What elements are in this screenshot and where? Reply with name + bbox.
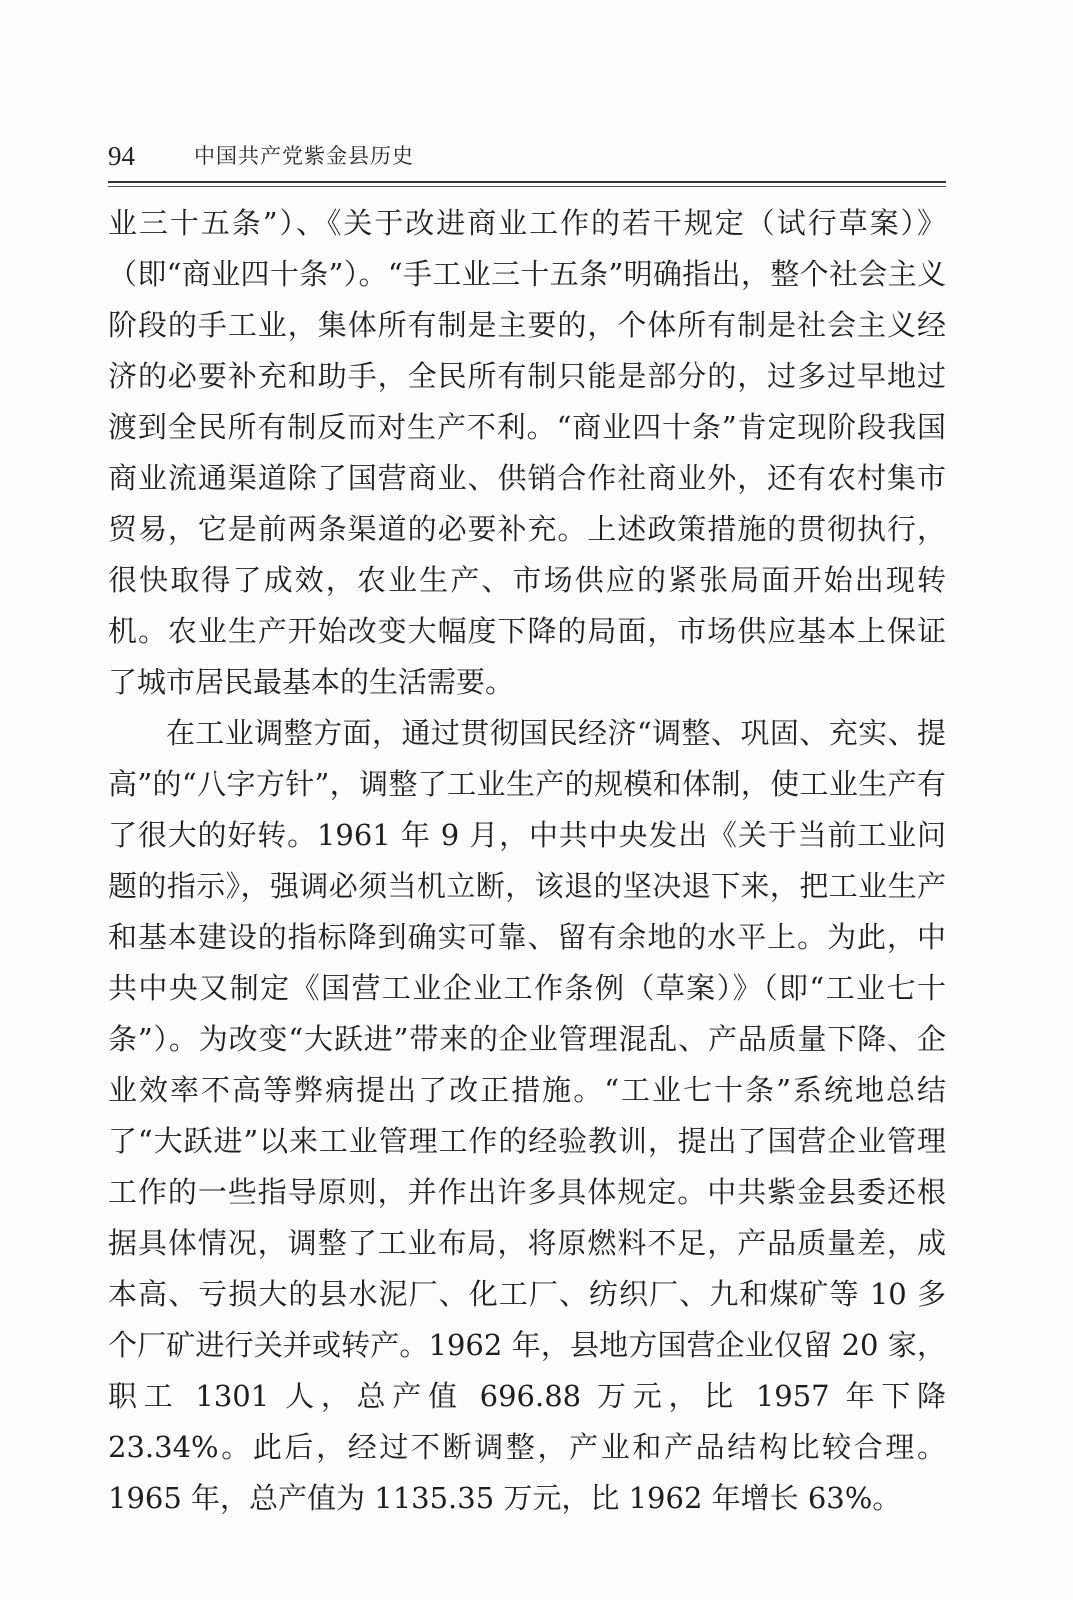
header-rule-thin xyxy=(108,186,946,187)
running-title: 中国共产党紫金县历史 xyxy=(194,144,414,168)
paragraph-continued: 业三十五条”）、《关于改进商业工作的若干规定（试行草案）》（即“商业四十条”）。“手工业三十五条”明确指出，整个社会主义阶段的手工业，集体所有制是主要的，个体所有制是社会主义经济的必要补充和助手，全民所有制只能是部分的，过多过早地过渡到全民所有制反而对生产不利。“商业四十条”肯定现阶段我国商业流通渠道除了国营商业、供销合作社商业外，还有农村集市贸易，它是前两条渠道的必要补充。上述政策措施的贯彻执行，很快取得了成效，农业生产、市场供应的紧张局面开始出现转机。农业生产开始改变大幅度下降的局面，市场供应基本上保证了城市居民最基本的生活需要。 xyxy=(108,206,946,699)
paragraph-industrial-adjustment: 在工业调整方面，通过贯彻国民经济“调整、巩固、充实、提高”的“八字方针”，调整了工业生产的规模和体制，使工业生产有了很大的好转。1961 年 9 月，中共中央发出《关于当前工业问题的指示》，强调必须当机立断，该退的坚决退下来，把工业生产和基本建设的指标降到确实可靠、留有余地的水平上。为此，中共中央又制定《国营工业企业工作条例（草案）》（即“工业七十条”）。为改变“大跃进”带来的企业管理混乱、产品质量下降、企业效率不高等弊病提出了改正措施。“工业七十条”系统地总结了“大跃进”以来工业管理工作的经验教训，提出了国营企业管理工作的一些指导原则，并作出许多具体规定。中共紫金县委还根据具体情况，调整了工业布局，将原燃料不足，产品质量差，成本高、亏损大的县水泥厂、化工厂、纺织厂、九和煤矿等 10 多个厂矿进行关并或转产。1962 年，县地方国营企业仅留 20 家，职工 1301 人，总产值 696.88 万元，比 1957 年下降 23.34%。此后，经过不断调整，产业和产品结构比较合理。1965 年，总产值为 1135.35 万元，比 1962 年增长 63%。 xyxy=(108,716,946,1515)
page-header xyxy=(108,136,946,176)
body-text xyxy=(108,198,946,1524)
header-rule-thick xyxy=(108,181,946,183)
page-number: 94 xyxy=(108,141,135,171)
